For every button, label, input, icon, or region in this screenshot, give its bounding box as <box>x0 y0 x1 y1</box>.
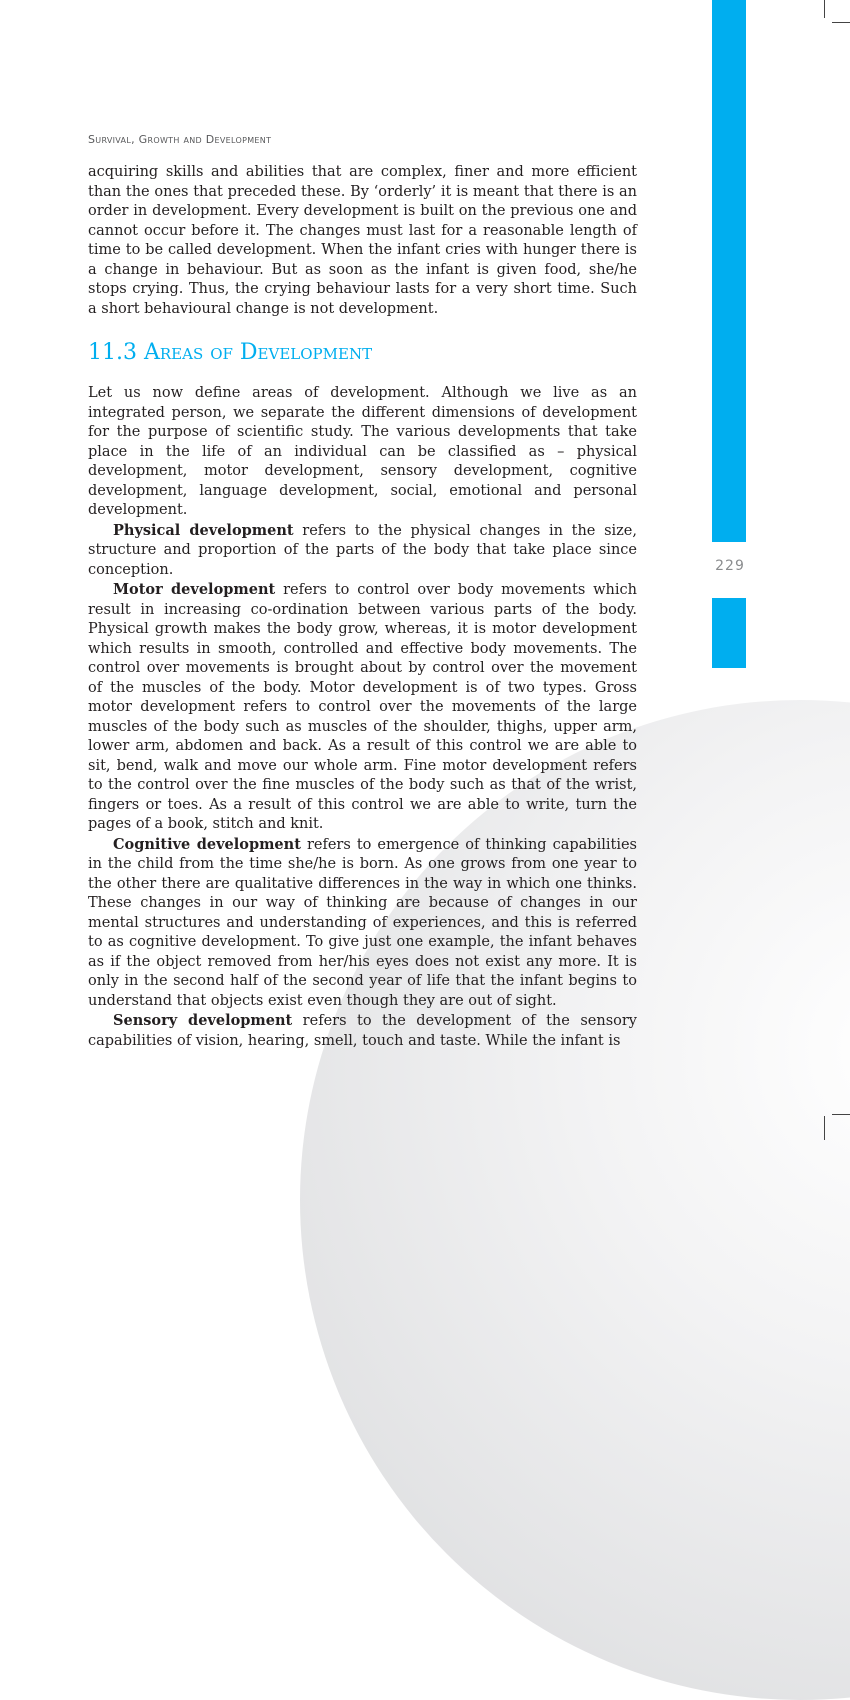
physical-development-paragraph <box>88 521 637 581</box>
sensory-development-text: refers to the development of the sensory capabilities of vision, hearing, smell, touch and taste. While the infant is <box>88 1013 637 1049</box>
page-number: 229 <box>715 558 745 574</box>
running-head: Survival, Growth and Development <box>88 133 272 146</box>
crop-mark-bottom-vertical <box>824 1116 825 1140</box>
motor-development-paragraph <box>88 580 637 835</box>
motor-development-text: refers to control over body movements which result in increasing co-ordination between various parts of the body. Physical growth makes the body grow, whereas, it is motor development which results in smooth, controlled and effective body movements. The control over movements is brought about by control over the movement of the muscles of the body. Motor development is of two types. Gross motor development refers to control over the movements of the large muscles of the body such as muscles of the shoulder, thighs, upper arm, lower arm, abdomen and back. As a result of this control we are able to sit, bend, walk and move our whole arm. Fine motor development refers to the control over the fine muscles of the body such as that of the wrist, fingers or toes. As a result of this control we are able to write, turn the pages of a book, stitch and knit. <box>88 582 637 832</box>
section-heading: 11.3 Areas of Development <box>88 340 373 365</box>
crop-mark-top-vertical <box>824 0 825 18</box>
page-content <box>88 163 637 1051</box>
term-motor-development: Motor development <box>113 581 276 598</box>
side-accent-bar-top <box>712 0 746 542</box>
side-accent-bar-bottom <box>712 598 746 668</box>
cognitive-development-text: refers to emergence of thinking capabilities in the child from the time she/he is born. As one grows from one year to the other there are qualitative differences in the way in which one thinks. These changes in our way of thinking are because of changes in our mental structures and understanding of experiences, and this is referred to as cognitive development. To give just one example, the infant behaves as if the object removed from her/his eyes does not exist any more. It is only in the second half of the second year of life that the infant begins to understand that objects exist even though they are out of sight. <box>88 836 637 1009</box>
cognitive-development-paragraph <box>88 835 637 1012</box>
sensory-development-paragraph <box>88 1011 637 1051</box>
crop-mark-bottom-horizontal <box>832 1114 850 1115</box>
term-physical-development: Physical development <box>113 521 294 539</box>
term-cognitive-development: Cognitive development <box>113 835 301 853</box>
term-sensory-development: Sensory development <box>113 1012 293 1029</box>
intro-paragraph: acquiring skills and abilities that are complex, finer and more efficient than the ones that preceded these. By ‘orderly’ it is meant that there is an order in development. Every development is built on the previous one and cannot occur before it. The changes must last for a reasonable length of time to be called development. When the infant cries with hunger there is a change in behaviour. But as soon as the infant is given food, she/he stops crying. Thus, the crying behaviour lasts for a very short time. Such a short behavioural change is not development. <box>88 164 637 317</box>
physical-development-text: refers to the physical changes in the size, structure and proportion of the parts of the body that take place since conception. <box>88 522 637 578</box>
section-intro-paragraph: Let us now define areas of development. Although we live as an integrated person, we separate the different dimensions of development for the purpose of scientific study. The various developments that take place in the life of an individual can be classified as – physical development, motor development, sensory development, cognitive development, language development, social, emotional and personal development. <box>88 385 637 518</box>
crop-mark-top-horizontal <box>832 22 850 23</box>
